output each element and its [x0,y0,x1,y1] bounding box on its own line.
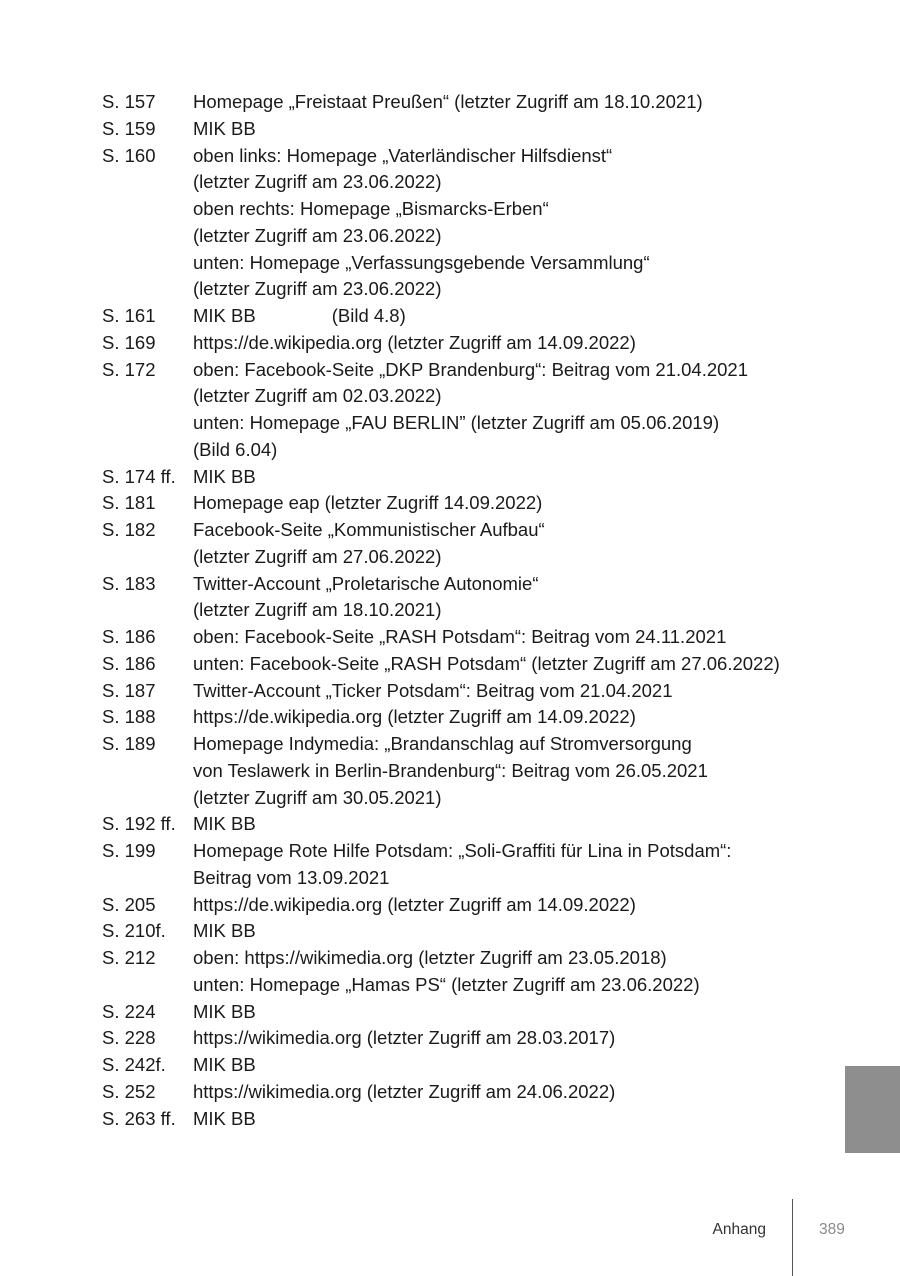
credit-entry [102,918,822,945]
credit-line [193,330,822,357]
credit-line [193,196,822,223]
page-reference: S. 161 [102,305,156,326]
page-reference: S. 187 [102,679,156,701]
credit-line [193,731,822,758]
page-reference: S. 188 [102,706,156,728]
credit-text: MIK BB [193,117,256,139]
credit-source [193,1025,822,1052]
credit-text: MIK BB [193,1054,256,1075]
credit-entry [102,143,822,304]
credit-text: (letzter Zugriff am 23.06.2022) [193,278,442,300]
credit-source [193,571,822,625]
page-number: 389 [819,1221,845,1238]
credit-text: MIK BB [193,305,256,326]
credit-text: unten: Homepage „Hamas PS“ (letzter Zugriff am 23.06.2022) [193,973,700,995]
page-reference: S. 199 [102,840,156,861]
credit-line [193,811,822,838]
credit-entry [102,464,822,491]
credit-text: MIK BB [193,920,256,942]
credit-text: MIK BB [193,1000,256,1022]
credit-source [193,892,822,919]
credit-text: (letzter Zugriff am 18.10.2021) [193,599,442,621]
credit-line [193,383,822,410]
credit-line [193,544,822,571]
credit-text: Homepage Rote Hilfe Potsdam: „Soli-Graffiti für Lina in Potsdam“: [193,840,732,861]
credit-entry [102,999,822,1026]
credit-source [193,357,822,464]
credit-text: Twitter-Account „Proletarische Autonomie“ [193,572,539,594]
credit-entry [102,731,822,811]
credit-entry [102,1079,822,1106]
credit-source [193,303,822,330]
credit-text: Twitter-Account „Ticker Potsdam“: Beitrag vom 21.04.2021 [193,679,673,701]
credit-line [193,945,822,972]
credit-text: (Bild 6.04) [193,438,278,460]
credit-entry [102,651,822,678]
credit-text: (letzter Zugriff am 23.06.2022) [193,171,442,193]
credit-line [193,624,822,651]
credit-text: unten: Facebook-Seite „RASH Potsdam“ (letzter Zugriff am 27.06.2022) [193,652,780,674]
credit-source [193,89,822,116]
credit-source [193,490,822,517]
credit-line [193,437,822,464]
page-reference: S. 169 [102,331,156,353]
credit-line [193,169,822,196]
credit-line [193,704,822,731]
credit-text: (letzter Zugriff am 23.06.2022) [193,224,442,246]
credit-entry [102,945,822,999]
credit-line [193,410,822,437]
credit-line [193,517,822,544]
page-reference: S. 212 [102,947,156,968]
credit-line [193,1106,822,1133]
credit-source [193,999,822,1026]
credit-text: oben rechts: Homepage „Bismarcks-Erben“ [193,198,549,219]
page-reference: S. 210f. [102,920,166,942]
credit-source [193,116,822,143]
credit-source [193,464,822,491]
credit-line [193,143,822,170]
credit-text: https://de.wikipedia.org (letzter Zugriff am 14.09.2022) [193,331,636,353]
page-reference: S. 160 [102,144,156,166]
credit-entry [102,704,822,731]
credit-text: https://de.wikipedia.org (letzter Zugriff am 14.09.2022) [193,893,636,915]
credit-line [193,490,822,517]
page-reference: S. 186 [102,652,156,674]
credit-line [193,838,822,865]
page-reference: S. 174 ff. [102,465,176,487]
page-reference: S. 263 ff. [102,1107,176,1129]
page-reference: S. 186 [102,626,156,647]
credit-text: von Teslawerk in Berlin-Brandenburg“: Beitrag vom 26.05.2021 [193,759,708,781]
credit-text: Homepage Indymedia: „Brandanschlag auf Stromversorgung [193,733,692,754]
page-reference: S. 205 [102,893,156,915]
credit-entry [102,330,822,357]
credit-line [193,116,822,143]
credit-text: unten: Homepage „Verfassungsgebende Versammlung“ [193,251,650,273]
credit-line [193,1052,822,1079]
credit-line [193,357,822,384]
credit-line [193,678,822,705]
credit-entry [102,1106,822,1133]
footer-divider [792,1199,793,1276]
credit-source [193,517,822,571]
credit-entry [102,624,822,651]
credit-text: MIK BB [193,465,256,487]
credit-line [193,276,822,303]
credit-entry [102,116,822,143]
credit-source [193,624,822,651]
credit-text: Facebook-Seite „Kommunistischer Aufbau“ [193,519,545,540]
credit-line [193,464,822,491]
credit-source [193,731,822,811]
credit-text: https://wikimedia.org (letzter Zugriff am 28.03.2017) [193,1027,616,1049]
credit-text: MIK BB [193,1107,256,1129]
page-reference: S. 182 [102,519,156,540]
credit-line [193,785,822,812]
credit-source [193,1079,822,1106]
image-note: (Bild 4.8) [331,305,406,326]
credit-entry [102,303,822,330]
credit-source [193,143,822,304]
credit-line [193,865,822,892]
credit-text: Beitrag vom 13.09.2021 [193,866,390,888]
credit-text: oben links: Homepage „Vaterländischer Hilfsdienst“ [193,144,613,166]
credit-source [193,330,822,357]
credit-line [193,651,822,678]
credit-line [193,223,822,250]
credit-entry [102,678,822,705]
credit-text: oben: Facebook-Seite „DKP Brandenburg“: Beitrag vom 21.04.2021 [193,358,748,380]
credit-line [193,972,822,999]
credit-line [193,303,822,330]
credit-source [193,704,822,731]
credit-text: oben: Facebook-Seite „RASH Potsdam“: Beitrag vom 24.11.2021 [193,626,727,647]
credit-text: (letzter Zugriff am 02.03.2022) [193,385,442,407]
page-reference: S. 189 [102,733,156,754]
credit-line [193,999,822,1026]
credit-entry [102,1025,822,1052]
credit-source [193,678,822,705]
credit-entry [102,517,822,571]
credit-source [193,1106,822,1133]
page-reference: S. 192 ff. [102,813,176,835]
page-reference: S. 224 [102,1000,156,1022]
credit-line [193,892,822,919]
page-reference: S. 242f. [102,1054,166,1075]
credit-source [193,838,822,892]
credit-line [193,597,822,624]
credit-text: https://de.wikipedia.org (letzter Zugriff am 14.09.2022) [193,706,636,728]
credit-entry [102,811,822,838]
credit-entry [102,892,822,919]
credit-text: https://wikimedia.org (letzter Zugriff am 24.06.2022) [193,1080,616,1102]
credit-source [193,918,822,945]
page-reference: S. 172 [102,358,156,380]
credit-line [193,758,822,785]
credit-line [193,1025,822,1052]
credit-entry [102,1052,822,1079]
page-reference: S. 183 [102,572,156,594]
page-reference: S. 228 [102,1027,156,1049]
credit-entry [102,357,822,464]
credit-line [193,918,822,945]
credit-entry [102,89,822,116]
credit-source [193,1052,822,1079]
chapter-thumb-tab [845,1066,900,1153]
credit-line [193,1079,822,1106]
credit-text: Homepage eap (letzter Zugriff 14.09.2022) [193,492,543,514]
credit-entry [102,490,822,517]
page-reference: S. 252 [102,1080,156,1102]
credit-text: (letzter Zugriff am 27.06.2022) [193,545,442,567]
credit-text: unten: Homepage „FAU BERLIN” (letzter Zugriff am 05.06.2019) [193,412,720,433]
page-reference: S. 157 [102,91,156,112]
credit-line [193,571,822,598]
credit-line [193,89,822,116]
credit-text: MIK BB [193,813,256,835]
credit-entry [102,571,822,625]
credit-source [193,811,822,838]
page-reference: S. 181 [102,492,156,514]
image-credits-list [102,89,822,1132]
credit-text: oben: https://wikimedia.org (letzter Zugriff am 23.05.2018) [193,947,667,968]
credit-source [193,651,822,678]
credit-text: Homepage „Freistaat Preußen“ (letzter Zugriff am 18.10.2021) [193,91,703,112]
credit-source [193,945,822,999]
credit-text: (letzter Zugriff am 30.05.2021) [193,786,442,808]
credit-line [193,250,822,277]
footer-section-title: Anhang [712,1221,766,1238]
credit-entry [102,838,822,892]
page-reference: S. 159 [102,117,156,139]
